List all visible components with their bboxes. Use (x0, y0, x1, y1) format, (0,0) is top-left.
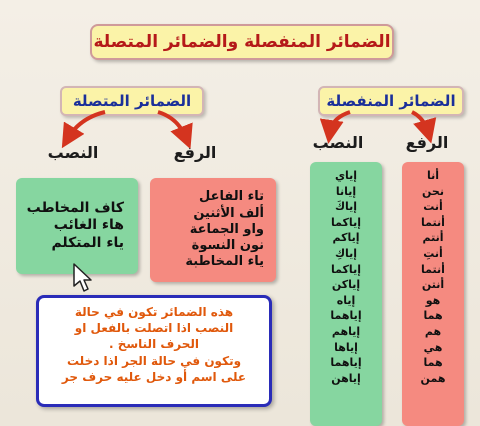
detached-nasb-item: إياه (336, 293, 356, 307)
detached-raf-item: أنا (426, 169, 440, 182)
attached-nasb-card (16, 178, 138, 274)
detached-raf-item: أنتن (421, 278, 445, 292)
detached-nasb-label: النصب (312, 133, 364, 152)
attached-raf-item: نون النسوة (191, 238, 264, 254)
note-line: الحرف الناسخ . (108, 337, 200, 352)
attached-nasb-item: هاء الغائب (53, 217, 124, 234)
attached-pronouns-header: الضمائر المتصلة (60, 86, 204, 116)
note-line: على اسم أو دخل عليه حرف جر (61, 369, 247, 384)
detached-raf-item: هما (423, 356, 443, 370)
detached-raf-item: هم (424, 324, 442, 338)
detached-raf-item: همن (420, 371, 446, 385)
detached-raf-item: أنتما (421, 215, 445, 229)
detached-nasb-item: إياكم (332, 231, 360, 245)
detached-nasb-item: إياهن (331, 371, 361, 385)
attached-raf-item: ألف الأثنين (193, 205, 264, 221)
detached-raf-label: الرفع (405, 133, 449, 152)
attached-nasb-item: ياء المتكلم (51, 234, 124, 251)
attached-raf-card (150, 178, 276, 282)
attached-raf-item: ياء المخاطبة (185, 254, 264, 270)
attached-raf-item: واو الجماعة (189, 221, 264, 237)
detached-nasb-item: إياكن (331, 278, 361, 292)
detached-nasb-item: إياكِ (334, 246, 358, 260)
mouse-cursor-icon (72, 262, 94, 294)
note-line: وتكون في حالة الجر اذا دخلت (66, 353, 242, 368)
arrow-detached-to-nasb (330, 112, 350, 132)
detached-raf-item: هو (425, 293, 441, 307)
attached-nasb-item: كاف المخاطب (26, 199, 124, 216)
detached-raf-item: أنتِ (423, 246, 443, 260)
arrow-attached-to-nasb (68, 112, 105, 138)
attached-nasb-label: النصب (47, 143, 99, 162)
detached-raf-column (402, 162, 464, 426)
detached-raf-item: أنتما (421, 262, 445, 276)
detached-nasb-item: إياكما (331, 262, 361, 276)
attached-raf-item: تاء الفاعل (199, 189, 264, 205)
detached-nasb-item: إياهم (331, 324, 361, 338)
note-line: هذه الضمائر تكون في حالة (74, 305, 234, 319)
detached-nasb-item: إياكما (331, 215, 361, 229)
note-line: النصب اذا اتصلت بالفعل او (74, 321, 234, 336)
detached-raf-item: نحن (422, 184, 444, 198)
detached-nasb-item: إياها (334, 340, 358, 354)
page-title: الضمائر المنفصلة والضمائر المتصلة (90, 24, 394, 60)
detached-nasb-item: إياهما (330, 309, 362, 323)
detached-nasb-item: إياي (334, 169, 358, 182)
note-box (36, 295, 272, 407)
detached-nasb-column (310, 162, 382, 426)
detached-raf-item: هما (423, 309, 443, 323)
arrow-attached-to-raf (158, 112, 186, 138)
detached-nasb-item: إياكَ (334, 200, 358, 214)
detached-raf-item: أنت (423, 200, 443, 214)
detached-nasb-item: إياهما (330, 356, 362, 370)
attached-raf-label: الرفع (173, 143, 217, 162)
detached-raf-item: هي (423, 340, 443, 354)
detached-pronouns-header: الضمائر المنفصلة (318, 86, 464, 116)
detached-raf-item: أنتم (422, 231, 444, 245)
arrow-detached-to-raf (412, 112, 428, 132)
detached-nasb-item: إيانا (335, 184, 357, 198)
